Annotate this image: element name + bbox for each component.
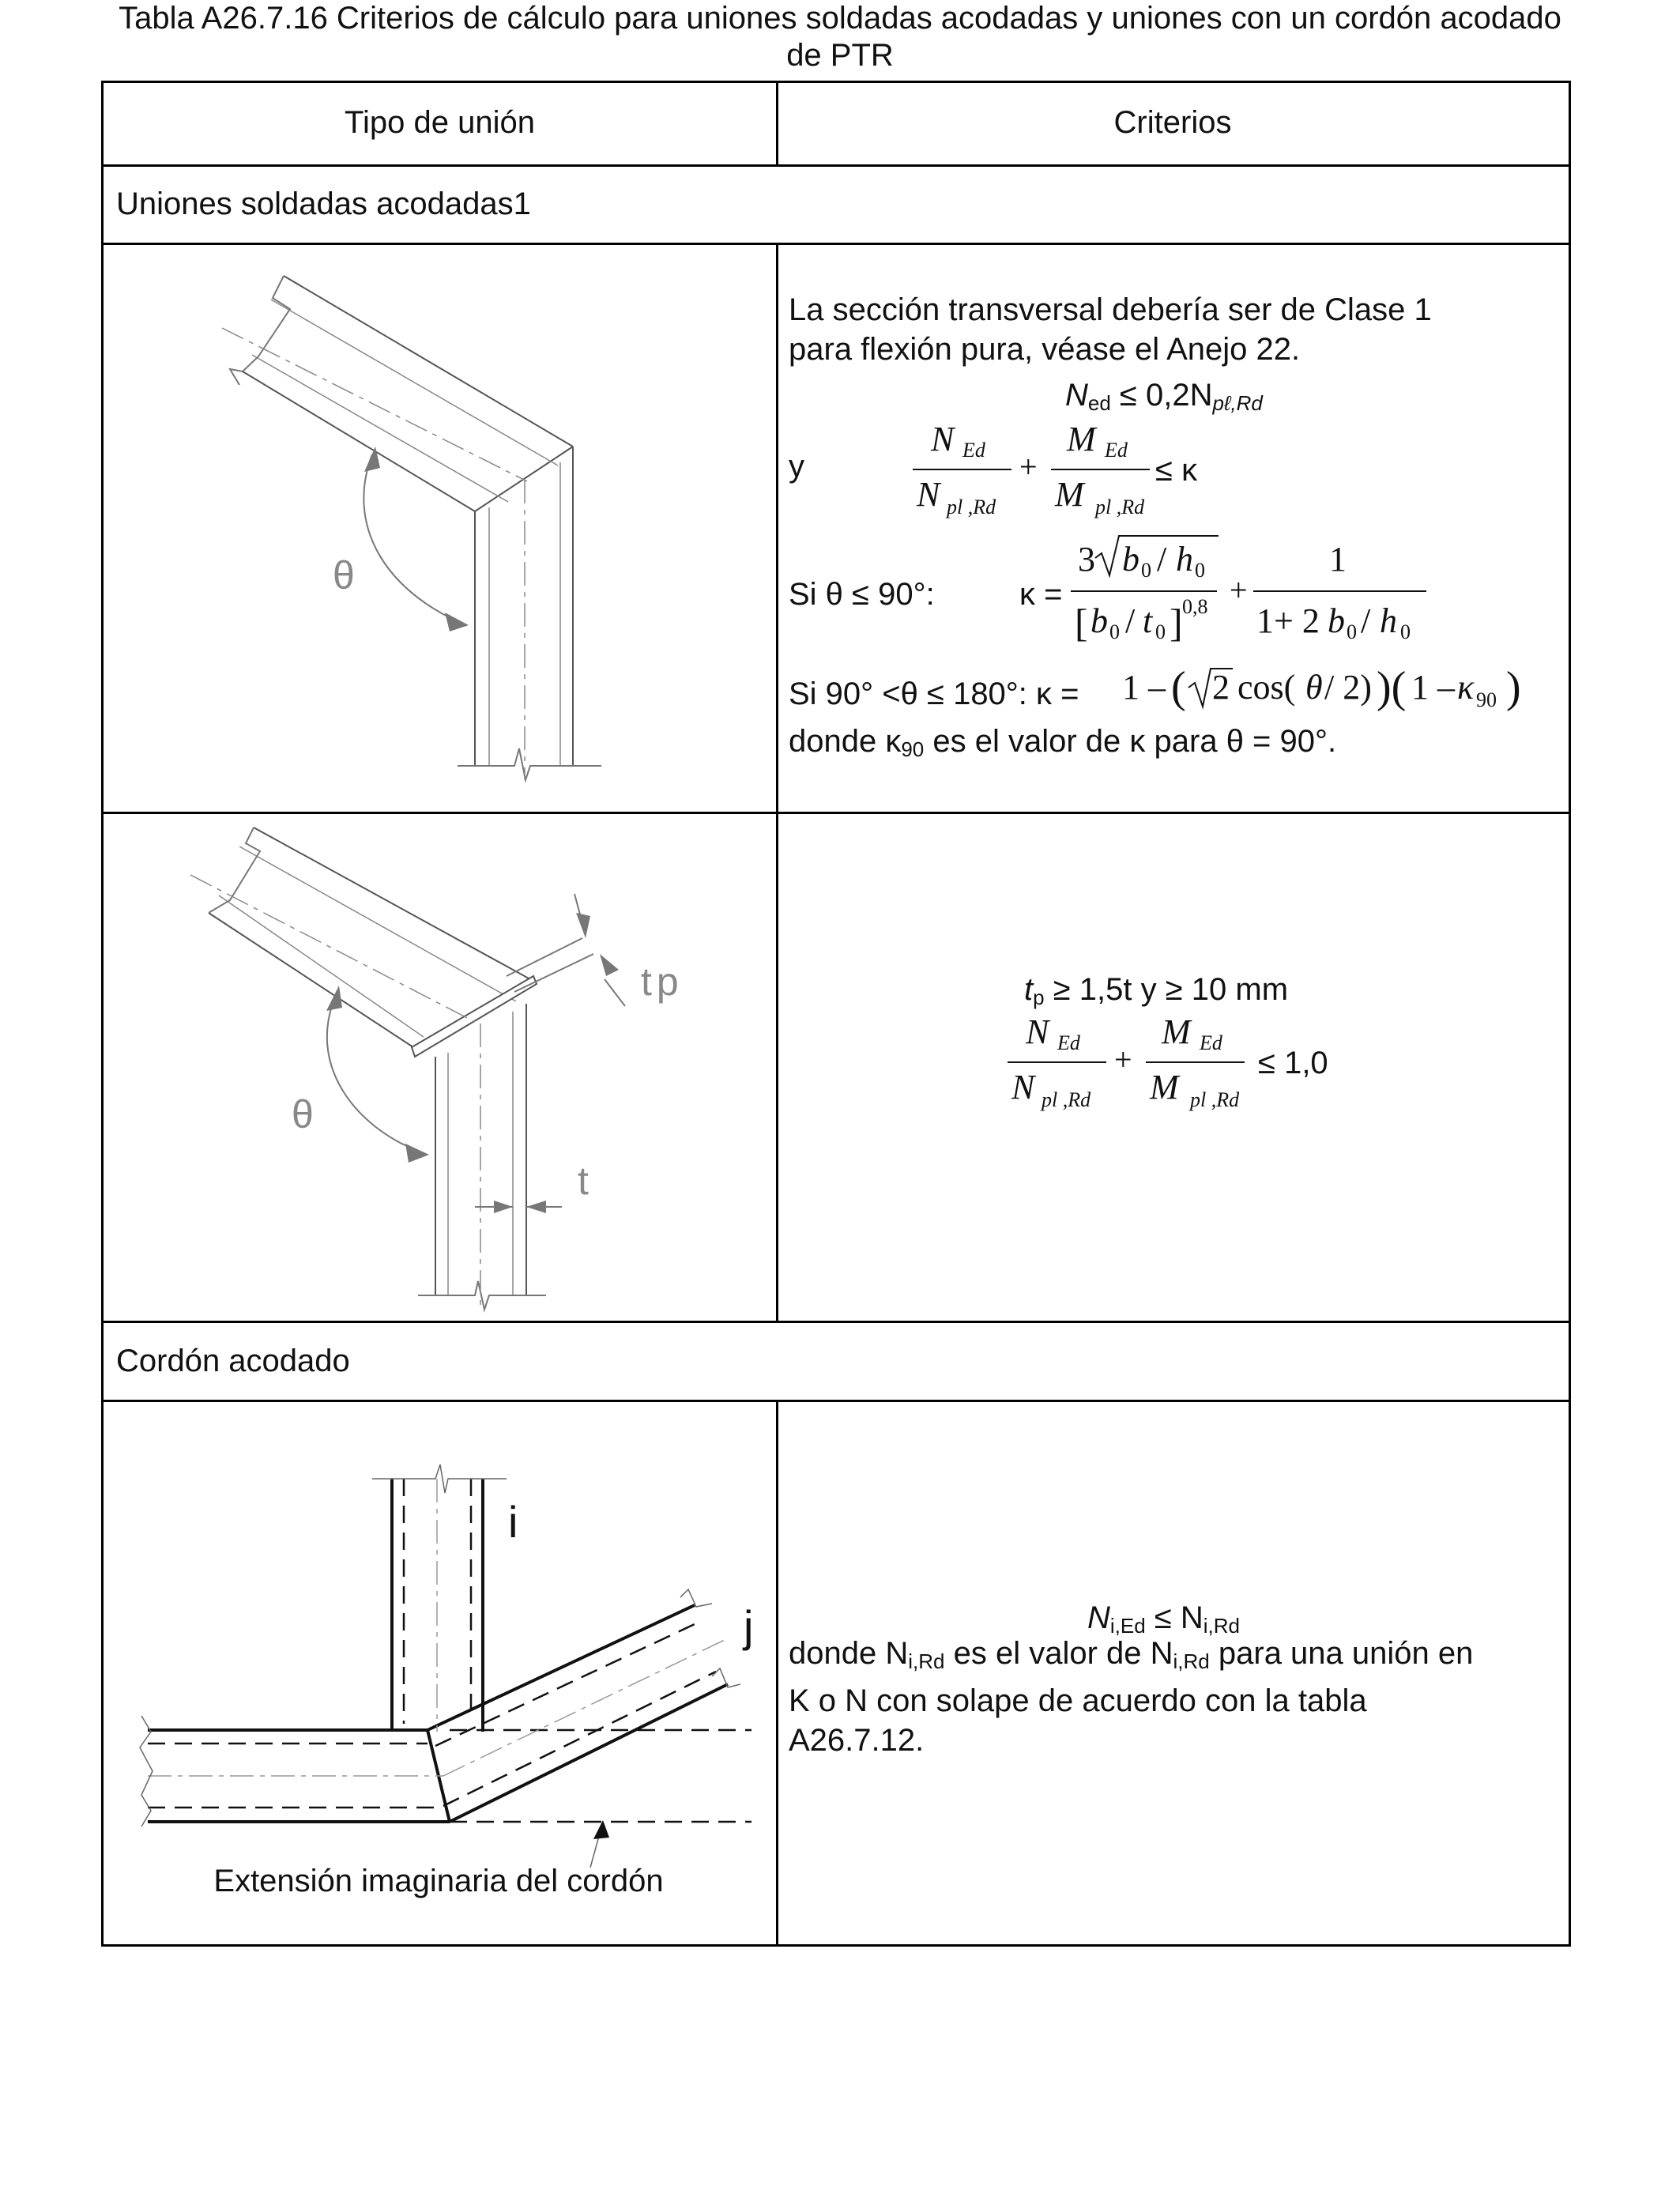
kappa-formula-2	[1122, 658, 1525, 721]
tp-label: t p	[641, 959, 679, 1004]
header-criterios: Criterios	[1113, 105, 1232, 140]
svg-text:/: /	[1125, 601, 1136, 640]
svg-text:pl ,Rd: pl ,Rd	[1095, 496, 1145, 518]
brace-i-label: i	[508, 1497, 518, 1547]
svg-text:90: 90	[1476, 688, 1497, 711]
rule-header-bottom	[104, 164, 1569, 167]
svg-text:0: 0	[1155, 620, 1166, 643]
svg-text:+: +	[1230, 572, 1248, 608]
si-90-180: Si 90° <θ ≤ 180°: κ =	[789, 677, 1079, 711]
ned-condition: $N_{ed} \le 0,2N_{p\ell,Rd}$	[1065, 378, 1263, 415]
svg-text:pl ,Rd: pl ,Rd	[1042, 1088, 1091, 1111]
ni-definition	[789, 1634, 1571, 1760]
svg-text:2: 2	[1212, 668, 1230, 707]
leq-one: ≤ 1,0	[1258, 1046, 1328, 1080]
svg-text:0: 0	[1347, 620, 1357, 643]
class-requirement-line2: para flexión pura, véase el Anejo 22.	[789, 332, 1301, 367]
svg-text:b: b	[1090, 601, 1108, 640]
svg-text:0: 0	[1195, 559, 1205, 582]
svg-text:M: M	[1055, 475, 1084, 514]
svg-text:Ed: Ed	[962, 439, 985, 462]
svg-text:pl ,Rd: pl ,Rd	[947, 496, 996, 518]
leq-kappa: ≤ κ	[1155, 453, 1198, 488]
svg-text:3: 3	[1078, 540, 1095, 579]
kappa90-definition: donde $\kappa_{90}$ es el valor de κ para θ = 90°.	[789, 724, 1337, 761]
svg-text:θ: θ	[1305, 668, 1323, 707]
svg-text:N: N	[931, 420, 955, 458]
svg-text:0: 0	[1400, 620, 1411, 643]
svg-text:Ed: Ed	[1057, 1031, 1080, 1054]
svg-text:+: +	[1114, 1042, 1132, 1077]
kappa-formula	[1067, 530, 1438, 656]
rule-row2-bottom	[104, 1321, 1569, 1323]
svg-text:0,8: 0,8	[1182, 595, 1208, 618]
svg-text:b: b	[1328, 601, 1345, 640]
col-divider-rows12	[776, 243, 778, 1321]
svg-text:N: N	[917, 475, 940, 514]
caption-line-1: Tabla A26.7.16 Criterios de cálculo para uniones soldadas acodadas y uniones con un cordón acodado	[119, 1, 1561, 36]
brace-j-label: j	[744, 1601, 754, 1651]
kappa-eq: κ =	[1019, 577, 1063, 612]
theta-label: θ	[333, 553, 355, 598]
svg-text:Ed: Ed	[1105, 439, 1128, 462]
t-label: t	[578, 1159, 589, 1203]
header-tipo: Tipo de unión	[345, 105, 535, 140]
svg-text:cos(: cos(	[1237, 668, 1296, 707]
svg-text:N: N	[1011, 1068, 1035, 1106]
svg-text:1 –: 1 –	[1122, 668, 1166, 707]
bent-chord-figure	[104, 1400, 776, 1945]
knee-with-plate-figure	[104, 812, 776, 1318]
svg-text:/: /	[1361, 601, 1371, 640]
row1-criteria	[789, 290, 1563, 369]
theta-label-2: θ	[292, 1092, 314, 1137]
knee-joint-figure	[104, 243, 776, 812]
svg-text:M: M	[1162, 1012, 1191, 1051]
svg-text:t: t	[1143, 601, 1153, 640]
svg-text:b: b	[1122, 540, 1139, 579]
svg-text:1+ 2: 1+ 2	[1256, 601, 1320, 640]
svg-text:κ: κ	[1457, 668, 1475, 707]
interaction-formula-1	[909, 417, 1241, 528]
section-title-cordon: Cordón acodado	[116, 1344, 350, 1378]
svg-text:1: 1	[1329, 540, 1347, 579]
svg-text:/: /	[1157, 540, 1167, 579]
table-caption	[0, 0, 1680, 74]
imaginary-extension-caption: Extensión imaginaria del cordón	[213, 1864, 664, 1898]
col-divider-row3	[776, 1400, 778, 1947]
svg-text:)(: )(	[1377, 663, 1407, 712]
svg-text:N: N	[1026, 1012, 1049, 1051]
svg-text:Ed: Ed	[1200, 1031, 1222, 1054]
interaction-formula-2	[1004, 1010, 1359, 1129]
caption-line-2: de PTR	[786, 38, 894, 73]
svg-text:[: [	[1075, 601, 1088, 645]
class-requirement-line1: La sección transversal debería ser de Clase 1	[789, 292, 1432, 327]
svg-text:/ 2): / 2)	[1324, 668, 1372, 707]
svg-text:+: +	[1019, 449, 1038, 484]
svg-text:): )	[1506, 663, 1521, 712]
ni-condition: $N_{i,Ed} \le N_{i,Rd}$	[1087, 1600, 1241, 1638]
ni-definition-line3: A26.7.12.	[789, 1723, 925, 1758]
ni-definition-line1: donde $N_{i,Rd}$ es el valor de $N_{i,Rd}$ para una unión en	[789, 1636, 1474, 1673]
svg-text:]: ]	[1170, 601, 1183, 645]
svg-text:0: 0	[1141, 559, 1151, 582]
svg-text:1 –: 1 –	[1411, 668, 1455, 707]
svg-text:(: (	[1171, 663, 1186, 712]
tp-condition: $t_p \ge 1,5t$ y ≥ 10 mm	[1024, 972, 1289, 1009]
svg-text:h: h	[1176, 540, 1193, 579]
section-title-uniones: Uniones soldadas acodadas1	[116, 187, 531, 221]
svg-text:h: h	[1380, 601, 1397, 640]
svg-text:0: 0	[1109, 620, 1120, 643]
ni-definition-line2: K o N con solape de acuerdo con la tabla	[789, 1683, 1367, 1718]
svg-text:M: M	[1150, 1068, 1179, 1106]
si-le-90: Si θ ≤ 90°:	[789, 577, 935, 612]
svg-text:pl ,Rd: pl ,Rd	[1190, 1088, 1240, 1111]
svg-text:M: M	[1067, 420, 1096, 458]
y-label: y	[789, 449, 804, 484]
